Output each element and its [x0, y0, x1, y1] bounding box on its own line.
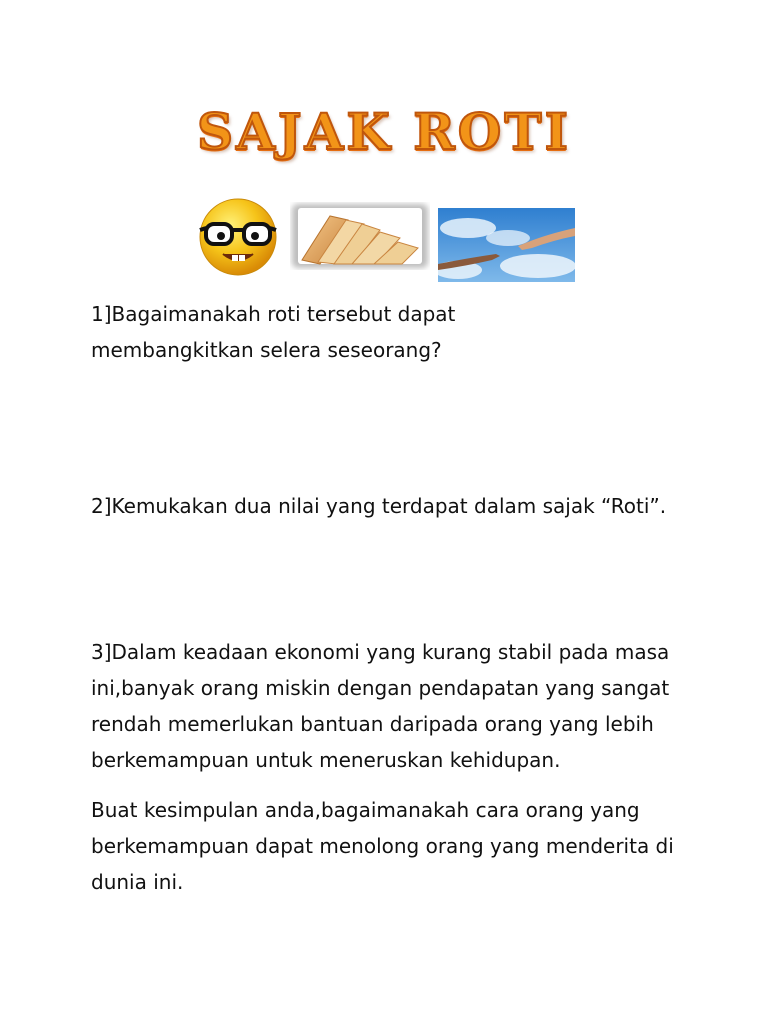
question-3-conclusion: Buat kesimpulan anda,bagaimanakah cara orang yang berkemampuan dapat menolong orang yang menderita di dunia ini. — [91, 798, 674, 894]
nerd-face-emoji-icon — [196, 196, 280, 278]
question-2: 2]Kemukakan dua nilai yang terdapat dalam sajak “Roti”. — [91, 494, 667, 518]
reaching-hands-image — [438, 208, 575, 282]
image-row — [0, 196, 768, 286]
question-1: 1]Bagaimanakah roti tersebut dapat membangkitkan selera seseorang? — [91, 302, 456, 362]
bread-slices-image — [290, 202, 430, 270]
page-title: SAJAK ROTI — [197, 102, 571, 161]
question-3: 3]Dalam keadaan ekonomi yang kurang stabil pada masa ini,banyak orang miskin dengan pendapatan yang sangat rendah memerlukan bantuan daripada orang yang lebih berkemampuan untuk meneruskan kehidupan. — [91, 640, 670, 772]
